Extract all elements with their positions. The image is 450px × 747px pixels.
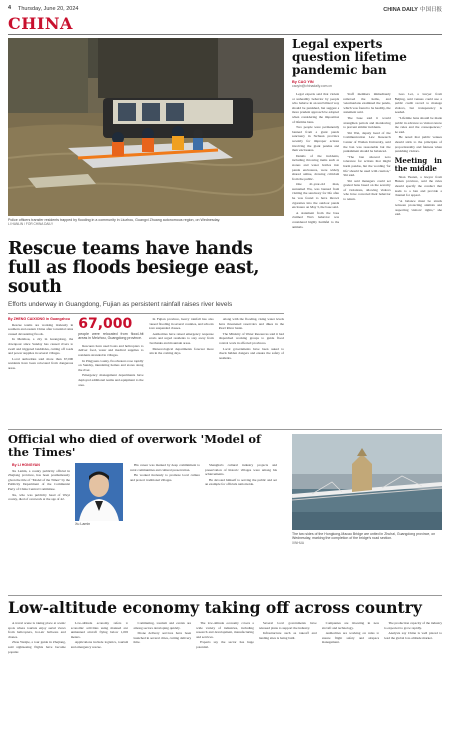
paragraph: The production capacity of the industry is expected to grow rapidly. (384, 621, 443, 630)
paragraph: Shan Yuanzi, a lawyer from Hunan province, said the rules should specify the conduct that leads to a ban and provide a channel for appeal. (394, 174, 442, 198)
brand-name: CHINA DAILY (383, 7, 418, 13)
low-altitude-column-6 (322, 621, 380, 739)
low-altitude-headline: Low-altitude economy taking off across country (8, 598, 422, 617)
paragraph: In Pingyuan county, floodwaters rose rapidly on Sunday, inundating homes and stores along the river. (78, 358, 144, 372)
paragraph: One 41-year-old man, surnamed Wu, was banned from visiting the sanctuary for life after he was found to have thrown cigarettes into the outdoor panda enclosure on May 3, the base said. (292, 182, 340, 210)
paragraph: Shi Wei, deputy head of the Communication Law Research Center of Wuhan University, said the ban was reasonable but the punishment should be balanced. (343, 130, 391, 154)
header-divider (8, 34, 442, 35)
paragraph: Legal experts said that violent or unhealthy behavior by people who behave in an uncivilized way should be punished, but suggest a more prudent approach be adopted when considering the imposition of lifetime bans. (292, 92, 340, 124)
official-article-column-1 (8, 463, 70, 583)
newspaper-brand (383, 5, 442, 13)
paragraph: "A balance must be struck between protecting animals and respecting visitors' rights," she said. (394, 198, 442, 217)
paragraph: Local authorities said more than 67,000 residents have been relocated from dangerous areas. (8, 356, 74, 370)
rescue-article-column-3 (149, 317, 214, 411)
official-article-column-2 (130, 463, 200, 583)
paragraph: Shi said managers could set graded bans based on the severity of violations, allowing visitors who have corrected their behavior to return. (343, 178, 391, 202)
low-altitude-column-2 (71, 621, 129, 739)
stat-number: 67,000 (78, 317, 133, 332)
paragraph: His career was marked by deep commitment to rural communities and cultural preservation. (130, 463, 200, 472)
paragraph: A travel scene is taking place at scenic spots where tourists enjoy aerial views from helicopters, hot-air balloons and drones. (8, 621, 66, 639)
page-number: 4 (8, 5, 12, 11)
paragraph: Commuting, tourism and events are among sectors developing quickly. (133, 621, 192, 630)
deck-divider (8, 313, 284, 314)
low-altitude-column-4 (196, 621, 254, 739)
paragraph: Along with the flooding, rising water levels have threatened reservoirs and dikes in the Pearl River basin. (218, 317, 284, 331)
paragraph: Staff members immediately removed the items, and veterinarians examined the panda, which was found to be healthy, the statement said. (343, 92, 391, 115)
paragraph: Low-altitude economy refers to economic activities using manned and unmanned aircraft flying below 1,000 meters. (70, 621, 129, 639)
paragraph: The base said it would strengthen patrols and monitoring to prevent similar incidents. (343, 115, 391, 130)
legal-article-subhead: Meeting in the middle (394, 155, 442, 173)
paragraph: In Meizhou, a city in Guangdong, the downpour since Sunday has caused rivers to swell and triggered landslides, cutting off roads and power supplies in several villages. (8, 337, 74, 356)
issue-date: Thursday, June 20, 2024 (18, 6, 79, 12)
rescue-teams-article (8, 240, 284, 411)
official-article-column-3 (205, 463, 277, 583)
brand-chinese: 中国日报 (419, 7, 442, 13)
low-altitude-column-5 (259, 621, 317, 739)
paragraph: He worked tirelessly to promote local culture and protect traditional villages. (130, 473, 200, 482)
portrait-block (75, 463, 125, 583)
rescue-article-byline: By ZHENG CAIXIONG in Guangzhou (8, 317, 70, 321)
paragraph: Rescue teams are working tirelessly in southern and eastern China after torrential rains caused devastating floods. (8, 322, 74, 336)
paragraph: Guo Lei, a lawyer from Beijing, said venues could use a public credit record to manage visitors, but transparency is needed. (394, 92, 442, 115)
official-article-headline: Official who died of overwork 'Model of the Times' (8, 432, 261, 459)
legal-article-column-3 (395, 92, 442, 422)
legal-experts-article (292, 38, 442, 422)
rescue-article-deck: Efforts underway in Guangdong, Fujian as persistent rainfall raises river levels (8, 301, 233, 308)
section-divider (8, 429, 442, 430)
paragraph: Details of the incidents, including throwing items such as stones and water bottles into panda enclosures, were widely shared online, drawing criticism from the public. (292, 153, 340, 181)
paragraph: Analysts say China is well placed to lead the global low-altitude market. (384, 631, 443, 640)
stat-callout (78, 317, 143, 341)
paragraph: The low-altitude economy covers a wide variety of industries, including research and development, manufacturing and services. (196, 621, 254, 639)
legal-article-byline: By CAO YIN (292, 80, 314, 84)
legal-article-headline: Legal experts question lifetime pandemic ban (292, 37, 407, 77)
paragraph: Authorities are working on rules to ensure flight safety and airspace management. (321, 631, 380, 645)
rescue-article-column-4 (219, 317, 284, 411)
bridge-caption-text: The two sides of the Hongkong-Macao Bridge are united in Zhuhai, Guangdong province, on Wednesday, marking the completion of the bridge's road section. (292, 532, 436, 541)
flood-rescue-photo (8, 38, 284, 216)
newspaper-page (8, 4, 442, 743)
paragraph: Infrastructure such as takeoff and landing sites is being built. (258, 631, 317, 640)
paragraph: Two people were permanently banned from a giant panda sanctuary in Sichuan province recently for improper actions involving the giant pandas and their enclosures. (292, 125, 340, 153)
paragraph: Companies are investing in new aircraft and technology. (321, 621, 380, 630)
legal-article-column-2 (343, 92, 390, 422)
paragraph: Emergency management departments have deployed additional teams and equipment to the area. (78, 373, 144, 387)
rescue-article-headline: Rescue teams have hands full as floods besiege east, south (8, 239, 260, 297)
paragraph: He devoted himself to serving the public and set an example for officials nationwide. (205, 477, 277, 487)
paragraph: A statement from the base claimed Wu's behavior was considered highly harmful to the animals. (292, 210, 340, 229)
rescue-article-column-2 (78, 317, 143, 411)
photo-caption-text: Police officers transfer residents trapped by flooding in a community in Liuzhou, Guangxi Zhuang autonomous region, on Wednesday. (8, 218, 221, 222)
paragraph: Meteorological departments forecast more rain in the coming days. (148, 346, 214, 356)
photo-credit: LI HANLIN / FOR CHINA DAILY (8, 222, 54, 227)
portrait-caption: Xu Lamin (75, 522, 91, 526)
page-folio (8, 4, 442, 14)
low-altitude-column-7 (384, 621, 442, 739)
paragraph: Xu Lamin, a county publicity official in Zhejiang province, has been posthumously given the title of "Model of the Times" by the Publicity Department of the Communist Party of China Central Committee. (8, 468, 70, 491)
paragraph: Several local governments have released plans to support the industry. (258, 621, 317, 630)
bridge-photo-caption (292, 532, 442, 545)
bridge-photo-credit: XINHUA (292, 540, 305, 545)
paragraph: Zhou Wenjie, a tour guide in Zhejiang, said sightseeing flights have become popular. (8, 640, 66, 654)
photo-caption (8, 218, 284, 227)
low-altitude-column-1 (8, 621, 66, 739)
low-altitude-column-3 (133, 621, 191, 739)
official-article-byline: By LI HONGYAN (12, 463, 40, 467)
portrait-photo (75, 463, 123, 521)
paragraph: Authorities have raised emergency response levels and urged residents to stay away from riverbanks and mountain areas. (148, 331, 214, 345)
paragraph: Local governments have been asked to check hidden dangers and ensure the safety of residents. (218, 346, 284, 360)
bridge-photo-block (292, 434, 442, 545)
section-divider (8, 595, 442, 596)
paragraph: In Fujian province, heavy rainfall has also caused flooding in several counties, and schools have suspended classes. (148, 317, 214, 331)
paragraph: He noted that public venues should stick to the principles of proportionality and fairness when punishing visitors. (394, 135, 442, 154)
legal-article-email: caoyin@chinadaily.com.cn (292, 84, 332, 88)
paragraph: "Lifetime bans should be made public in advance so visitors know the rules and the consequences," he said. (394, 115, 442, 134)
paragraph: "The ban showed zero tolerance for actions that might harm pandas, but the wording 'for life' should be used with caution," Shi said. (343, 154, 391, 178)
paragraph: Applications include logistics, tourism and emergency rescue. (70, 640, 129, 649)
paragraph: The Ministry of Water Resources said it had dispatched working groups to guide flood control work in affected provinces. (218, 331, 284, 345)
section-title: CHINA (8, 14, 73, 33)
paragraph: Drone delivery services have been launched in several cities, cutting delivery time. (133, 631, 192, 645)
official-article (8, 433, 284, 583)
legal-article-column-1 (292, 92, 339, 422)
paragraph: Experts say the sector has huge potential. (196, 640, 254, 649)
bridge-photo (292, 434, 442, 530)
paragraph: Shanghai's cultural industry projects and preservation of historic villages were among his achievements. (205, 463, 277, 477)
low-altitude-article (8, 599, 442, 739)
rescue-article-column-1 (8, 317, 73, 411)
paragraph: Xu, who was publicity head of Wuyi county, died of overwork at the age of 42. (8, 492, 70, 502)
stat-description: people were relocated from flood-hit areas in Meizhou, Guangdong province. (78, 332, 144, 341)
paragraph: Rescuers have used boats and helicopters to deliver food, water and medical supplies to residents stranded in villages. (78, 343, 144, 357)
